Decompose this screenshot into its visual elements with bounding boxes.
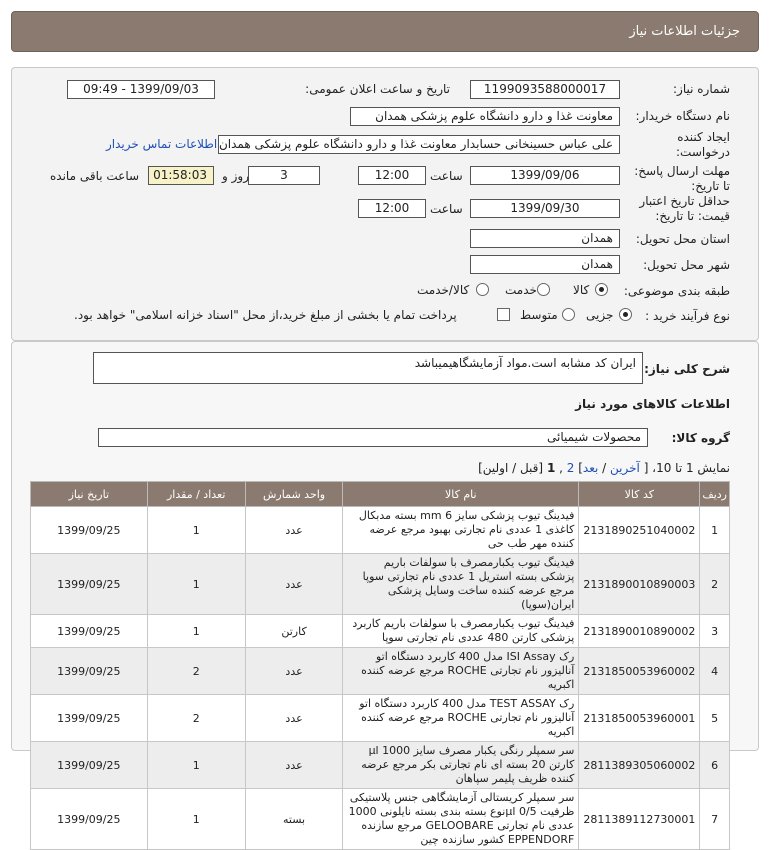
province-label: استان محل تحویل: bbox=[635, 232, 730, 246]
category-radio-both[interactable] bbox=[476, 283, 489, 296]
pagination-current-page: 1 bbox=[546, 461, 556, 475]
deadline-date-field: 1399/09/06 bbox=[470, 166, 620, 185]
remaining-time-field: 01:58:03 bbox=[148, 166, 214, 185]
col-header-name: نام کالا bbox=[343, 482, 579, 507]
province-field: همدان bbox=[470, 229, 620, 248]
days-label: روز و bbox=[222, 169, 249, 183]
category-option-both: کالا/خدمت bbox=[417, 283, 470, 297]
table-row[interactable] bbox=[31, 648, 730, 695]
cell-item-name: فیدینگ تیوب یکبارمصرف با سولفات باریم کاربرد پزشکی کارتن 480 عددی نام تجارتی سوپا bbox=[343, 615, 579, 648]
cell-quantity: 1 bbox=[147, 507, 245, 554]
cell-quantity: 1 bbox=[147, 742, 245, 789]
buyer-contact-link[interactable]: اطلاعات تماس خریدار bbox=[106, 137, 218, 151]
cell-item-name: سر سمپلر رنگی یکبار مصرف سایز 1000 µl کارتن 20 بسته ای نام تجارتی بکر مرجع عرضه کننده ظریف پلیمر سپاهان bbox=[343, 742, 579, 789]
cell-need-date: 1399/09/25 bbox=[31, 695, 148, 742]
pagination-prefix: نمایش 1 تا 10، [ bbox=[643, 461, 730, 475]
cell-row-number: 2 bbox=[700, 554, 730, 615]
deadline-hour-label: ساعت bbox=[430, 169, 463, 183]
cell-need-date: 1399/09/25 bbox=[31, 507, 148, 554]
pagination-suffix: [قبل / اولین] bbox=[478, 461, 544, 475]
cell-quantity: 1 bbox=[147, 789, 245, 850]
group-label: گروه کالا: bbox=[671, 431, 730, 445]
cell-item-code: 2131850053960001 bbox=[579, 695, 700, 742]
cell-need-date: 1399/09/25 bbox=[31, 554, 148, 615]
category-option-service: خدمت bbox=[505, 283, 537, 297]
cell-item-code: 2131850053960002 bbox=[579, 648, 700, 695]
buyer-field: معاونت غذا و دارو دانشگاه علوم پزشکی همدان bbox=[350, 107, 620, 126]
cell-need-date: 1399/09/25 bbox=[31, 615, 148, 648]
col-header-code: کد کالا bbox=[579, 482, 700, 507]
cell-quantity: 2 bbox=[147, 648, 245, 695]
process-radio-minor[interactable] bbox=[619, 308, 632, 321]
validity-time-field: 12:00 bbox=[358, 199, 426, 218]
pagination-last-link[interactable]: آخرین bbox=[610, 461, 640, 475]
category-radio-service[interactable] bbox=[537, 283, 550, 296]
cell-row-number: 7 bbox=[700, 789, 730, 850]
cell-row-number: 6 bbox=[700, 742, 730, 789]
cell-item-name: رک TEST ASSAY مدل 400 کاربرد دستگاه اتو آنالیزور نام تجارتی ROCHE مرجع عرضه کننده اکبریه bbox=[343, 695, 579, 742]
cell-item-code: 2131890010890002 bbox=[579, 615, 700, 648]
need-number-label: شماره نیاز: bbox=[673, 82, 730, 96]
cell-unit: عدد bbox=[245, 695, 342, 742]
city-field: همدان bbox=[470, 255, 620, 274]
category-radio-goods[interactable] bbox=[595, 283, 608, 296]
process-option-minor: جزیی bbox=[586, 308, 614, 322]
validity-date-field: 1399/09/30 bbox=[470, 199, 620, 218]
payment-note: پرداخت تمام یا بخشی از مبلغ خرید،از محل "اسناد خزانه اسلامی" خواهد بود. bbox=[74, 308, 457, 322]
city-label: شهر محل تحویل: bbox=[643, 258, 730, 272]
need-number-field: 1199093588000017 bbox=[470, 80, 620, 99]
validity-label: حداقل تاریخ اعتبار قیمت: تا تاریخ: bbox=[639, 194, 730, 223]
deadline-time-field: 12:00 bbox=[358, 166, 426, 185]
announce-label: تاریخ و ساعت اعلان عمومی: bbox=[305, 82, 450, 96]
cell-item-code: 2131890010890003 bbox=[579, 554, 700, 615]
cell-need-date: 1399/09/25 bbox=[31, 648, 148, 695]
creator-field: علی عباس حسینخانی حسابدار معاونت غذا و دارو دانشگاه علوم پزشکی همدان bbox=[218, 135, 620, 154]
buyer-label: نام دستگاه خریدار: bbox=[635, 109, 730, 123]
description-label: شرح کلی نیاز: bbox=[644, 362, 730, 376]
goods-table bbox=[30, 481, 730, 850]
page-header bbox=[11, 11, 759, 52]
category-option-goods: کالا bbox=[573, 283, 590, 297]
cell-row-number: 5 bbox=[700, 695, 730, 742]
cell-item-code: 2811389112730001 bbox=[579, 789, 700, 850]
process-label: نوع فرآیند خرید : bbox=[645, 309, 730, 323]
cell-quantity: 1 bbox=[147, 615, 245, 648]
cell-need-date: 1399/09/25 bbox=[31, 742, 148, 789]
cell-item-code: 2131890251040002 bbox=[579, 507, 700, 554]
category-label: طبقه بندی موضوعی: bbox=[623, 284, 730, 298]
table-header-row bbox=[31, 482, 730, 507]
page-title: جزئیات اطلاعات نیاز bbox=[629, 24, 740, 39]
cell-unit: بسته bbox=[245, 789, 342, 850]
description-field: ایران کد مشابه است.مواد آزمایشگاهیمیباشد bbox=[93, 352, 643, 384]
pagination-next-link[interactable]: بعد bbox=[582, 461, 599, 475]
cell-unit: عدد bbox=[245, 507, 342, 554]
pagination-page-2-link[interactable]: 2 bbox=[566, 461, 575, 475]
cell-unit: عدد bbox=[245, 554, 342, 615]
cell-row-number: 1 bbox=[700, 507, 730, 554]
table-row[interactable] bbox=[31, 695, 730, 742]
cell-row-number: 4 bbox=[700, 648, 730, 695]
cell-item-name: سر سمپلر کریستالی آزمایشگاهی جنس پلاستیکی ظرفیت 0/5 µlنوع بسته بندی بسته نایلونی 1000 عددی نام تجارتی GELOOBARE مرجع سازنده EPPENDORF کشور سازنده چین bbox=[343, 789, 579, 850]
cell-item-name: رک ISI Assay مدل 400 کاربرد دستگاه اتو آنالیزور نام تجارتی ROCHE مرجع عرضه کننده اکبریه bbox=[343, 648, 579, 695]
table-row[interactable] bbox=[31, 554, 730, 615]
creator-label: ایجاد کننده درخواست: bbox=[676, 130, 730, 159]
col-header-unit: واحد شمارش bbox=[245, 482, 342, 507]
cell-quantity: 2 bbox=[147, 695, 245, 742]
cell-row-number: 3 bbox=[700, 615, 730, 648]
table-row[interactable] bbox=[31, 615, 730, 648]
cell-item-name: فیدینگ تیوب یکبارمصرف با سولفات باریم پزشکی بسته استریل 1 عددی نام تجارتی سوپا مرجع عرضه کننده ساخت وسایل پزشکی ایران(سوپا) bbox=[343, 554, 579, 615]
cell-quantity: 1 bbox=[147, 554, 245, 615]
announce-field: 1399/09/03 - 09:49 bbox=[67, 80, 215, 99]
col-header-row: ردیف bbox=[700, 482, 730, 507]
cell-unit: عدد bbox=[245, 742, 342, 789]
cell-unit: عدد bbox=[245, 648, 342, 695]
remaining-label: ساعت باقی مانده bbox=[50, 169, 140, 183]
process-radio-medium[interactable] bbox=[562, 308, 575, 321]
validity-hour-label: ساعت bbox=[430, 202, 463, 216]
cell-unit: کارتن bbox=[245, 615, 342, 648]
process-option-medium: متوسط bbox=[520, 308, 558, 322]
days-field: 3 bbox=[248, 166, 320, 185]
cell-item-code: 2811389305060002 bbox=[579, 742, 700, 789]
table-row[interactable] bbox=[31, 789, 730, 850]
col-header-qty: تعداد / مقدار bbox=[147, 482, 245, 507]
cell-item-name: فیدینگ تیوب پزشکی سایز 6 mm بسته مدبکال کاغذی 1 عددی نام تجارتی بهبود مرجع عرضه کننده مهر طب حی bbox=[343, 507, 579, 554]
table-row[interactable] bbox=[31, 507, 730, 554]
treasury-checkbox[interactable] bbox=[497, 308, 510, 321]
pagination: نمایش 1 تا 10، [ آخرین / بعد] 2 , 1 [قبل / اولین] bbox=[478, 461, 730, 475]
cell-need-date: 1399/09/25 bbox=[31, 789, 148, 850]
goods-section-title: اطلاعات کالاهای مورد نیاز bbox=[575, 397, 730, 411]
col-header-date: تاریخ نیاز bbox=[31, 482, 148, 507]
table-row[interactable] bbox=[31, 742, 730, 789]
deadline-label: مهلت ارسال پاسخ: تا تاریخ: bbox=[634, 164, 730, 193]
group-field: محصولات شیمیائی bbox=[98, 428, 648, 447]
